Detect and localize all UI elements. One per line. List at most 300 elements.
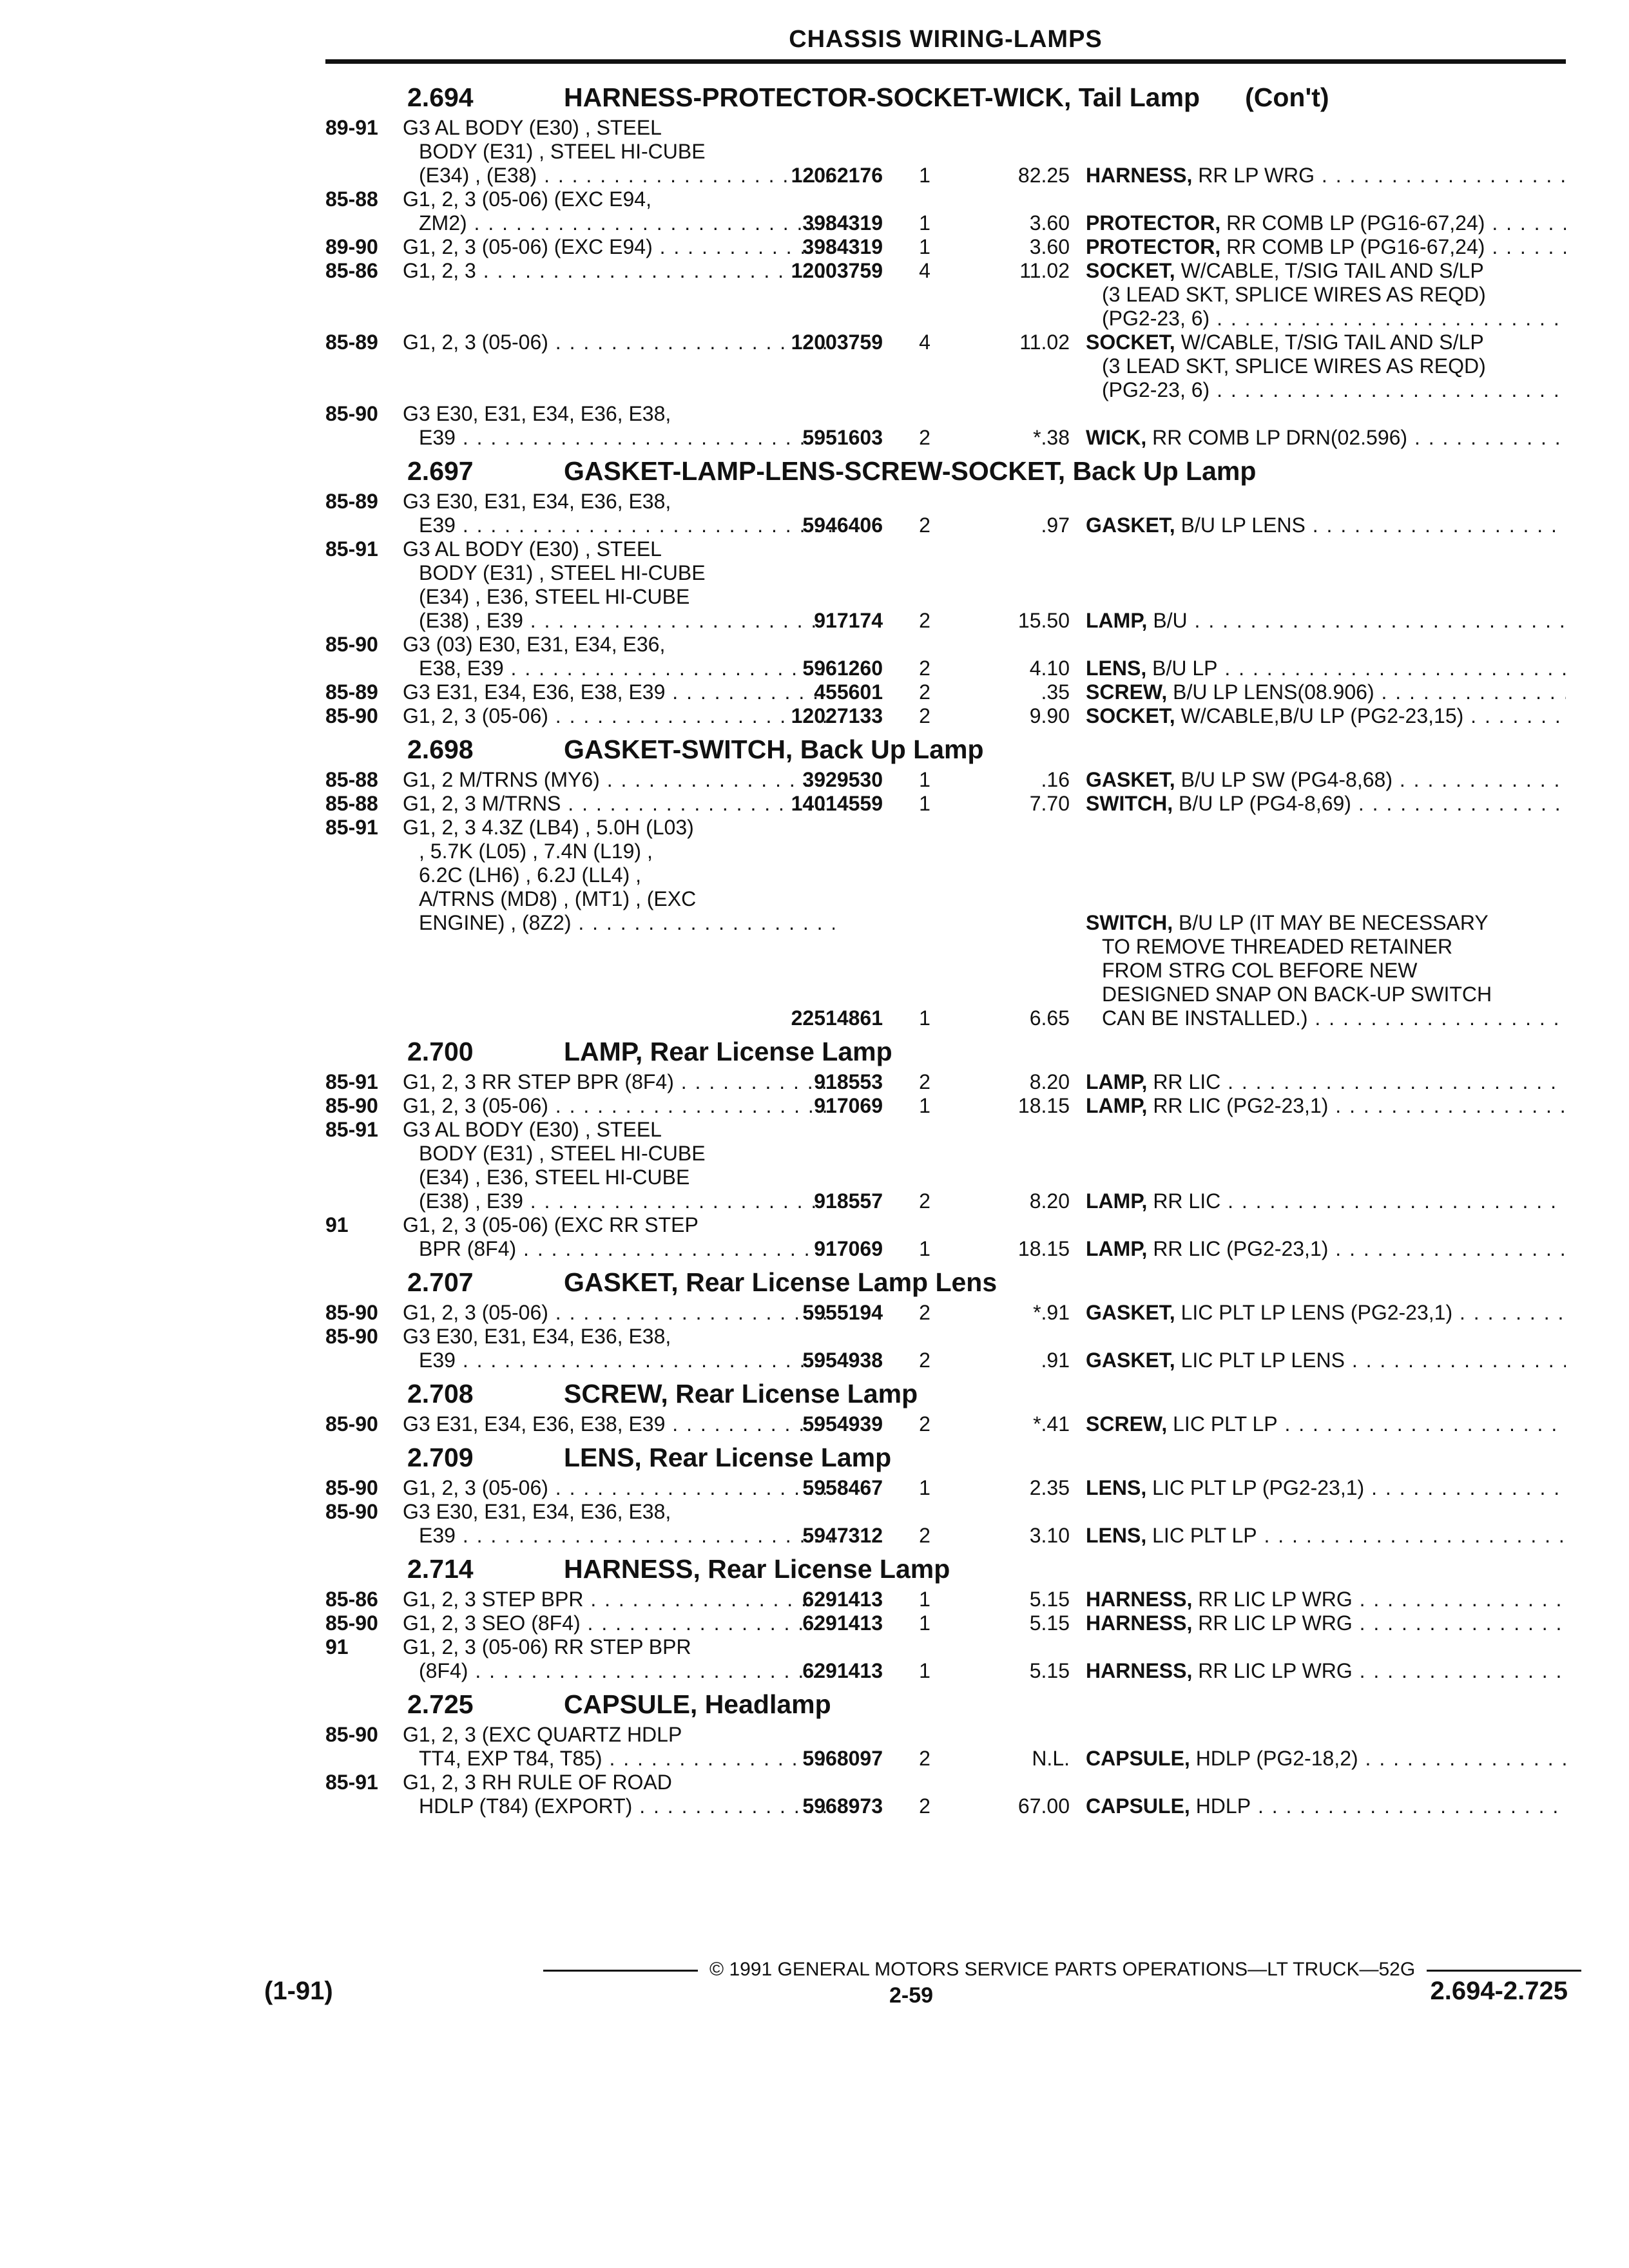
description-line [1086, 1659, 1566, 1683]
part-number: 5951603 [802, 426, 883, 449]
description-text: RR LIC LP WRG [1198, 1611, 1353, 1635]
description-text: B/U LP LENS(08.906) [1173, 680, 1374, 704]
quantity: 1 [919, 1588, 930, 1611]
part-name: LENS, [1086, 1476, 1147, 1499]
section-number: 2.709 [407, 1443, 474, 1472]
part-row [325, 1771, 1566, 1818]
section-number: 2.714 [407, 1554, 474, 1584]
part-row [325, 116, 1566, 187]
section-title-text: CAPSULE, Headlamp [564, 1689, 831, 1719]
application-line: G1, 2 M/TRNS (MY6) . . . [403, 768, 834, 792]
part-row [325, 537, 1566, 633]
part-row [325, 816, 1566, 1030]
part-number: 12062176 [791, 164, 883, 187]
part-description [1086, 1070, 1566, 1094]
page-title: CHASSIS WIRING-LAMPS [789, 26, 1103, 53]
application-line: (E38) , E39 . . . [403, 1189, 834, 1213]
part-name: HARNESS, [1086, 1588, 1193, 1611]
price: *.38 [1033, 426, 1070, 449]
footer-range: 2.694-2.725 [1430, 1977, 1568, 2005]
part-name: GASKET, [1086, 768, 1175, 791]
page-number: 2-59 [889, 1983, 934, 2008]
description-text: W/CABLE, T/SIG TAIL AND S/LP [1181, 331, 1484, 354]
description-line [1086, 378, 1566, 402]
section-title-text: HARNESS, Rear License Lamp [564, 1554, 950, 1584]
quantity: 2 [919, 1189, 930, 1213]
application-line: E38, E39 . . . [403, 657, 834, 680]
description-text: RR LP WRG [1198, 164, 1315, 187]
price: 5.15 [1029, 1588, 1070, 1611]
quantity: 1 [919, 164, 930, 187]
description-line [1086, 1006, 1566, 1030]
section-title-text: SCREW, Rear License Lamp [564, 1379, 918, 1408]
description-text: (PG2-23, 6) [1102, 307, 1210, 330]
part-description [1086, 1094, 1566, 1118]
application-line: G1, 2, 3 4.3Z (LB4) , 5.0H (L03) [403, 816, 694, 839]
description-line [1086, 307, 1566, 331]
header-rule [325, 59, 1566, 64]
part-description [1086, 704, 1566, 728]
application-line: G1, 2, 3 (05-06) . . . [403, 331, 834, 354]
part-row [325, 1588, 1566, 1611]
model-years: 85-90 [325, 1301, 378, 1324]
application-line: BPR (8F4) . . . [403, 1237, 834, 1261]
part-row [325, 1325, 1566, 1372]
description-line [1086, 1189, 1566, 1213]
part-number: 918553 [814, 1070, 883, 1093]
model-years: 85-91 [325, 816, 378, 839]
quantity: 1 [919, 1006, 930, 1030]
price: 3.60 [1029, 211, 1070, 235]
part-description [1086, 657, 1566, 680]
section-title [564, 1267, 997, 1298]
part-row [325, 792, 1566, 816]
section-header [325, 1439, 1566, 1476]
description-text: W/CABLE, T/SIG TAIL AND S/LP [1181, 259, 1484, 282]
part-number: 917069 [814, 1237, 883, 1260]
application-line: BODY (E31) , STEEL HI-CUBE [419, 140, 706, 163]
description-text: RR LIC [1153, 1070, 1221, 1093]
price: 15.50 [1017, 609, 1070, 632]
section-title [564, 1443, 891, 1473]
application-line: G3 (03) E30, E31, E34, E36, [403, 633, 666, 656]
description-text: B/U LP (PG4-8,69) [1178, 792, 1351, 815]
part-description [1086, 792, 1566, 816]
application-line: G3 AL BODY (E30) , STEEL [403, 116, 662, 139]
part-row [325, 1094, 1566, 1118]
part-row [325, 1635, 1566, 1683]
model-years: 85-90 [325, 402, 378, 425]
section-header [325, 1375, 1566, 1412]
model-years: 85-91 [325, 537, 378, 561]
description-line [1086, 911, 1566, 935]
part-number: 3929530 [802, 768, 883, 791]
section-title-text: GASKET-LAMP-LENS-SCREW-SOCKET, Back Up Lamp [564, 456, 1257, 486]
description-line [1086, 1070, 1566, 1094]
part-description [1086, 768, 1566, 792]
model-years: 85-90 [325, 1611, 378, 1635]
description-line [1086, 959, 1566, 983]
application-line: G1, 2, 3 SEO (8F4) . . . [403, 1611, 834, 1635]
application-line: G3 E30, E31, E34, E36, E38, [403, 1500, 671, 1523]
part-number: 22514861 [791, 1006, 883, 1030]
description-line [1086, 211, 1566, 235]
section-title [564, 82, 1329, 113]
price: N.L. [1032, 1747, 1070, 1770]
model-years: 85-90 [325, 1723, 378, 1746]
section-title [564, 735, 984, 765]
model-years: 85-90 [325, 704, 378, 727]
application-line: (E34) , (E38) . . . [403, 164, 834, 187]
footer-date: (1-91) [264, 1977, 333, 2005]
application-line: BODY (E31) , STEEL HI-CUBE [419, 561, 706, 584]
part-number: 5968973 [802, 1794, 883, 1818]
part-number: 5947312 [802, 1524, 883, 1547]
section-header [325, 1033, 1566, 1070]
description-line [1086, 680, 1566, 704]
description-text: B/U [1153, 609, 1188, 632]
application-line: (E34) , E36, STEEL HI-CUBE [419, 1166, 690, 1189]
price: 5.15 [1029, 1659, 1070, 1682]
quantity: 2 [919, 1070, 930, 1093]
part-name: LAMP, [1086, 609, 1148, 632]
part-description [1086, 514, 1566, 537]
quantity: 1 [919, 1237, 930, 1260]
section-title-text: LENS, Rear License Lamp [564, 1443, 892, 1472]
application-line: E39 . . . [403, 514, 834, 537]
part-name: LAMP, [1086, 1237, 1148, 1260]
section-number: 2.698 [407, 735, 474, 764]
part-row [325, 331, 1566, 402]
description-text: RR COMB LP DRN(02.596) [1152, 426, 1408, 449]
part-name: GASKET, [1086, 1349, 1175, 1372]
description-line [1086, 1611, 1566, 1635]
model-years: 89-90 [325, 235, 378, 258]
part-number: 917174 [814, 609, 883, 632]
part-number: 5946406 [802, 514, 883, 537]
application-line: BODY (E31) , STEEL HI-CUBE [419, 1142, 706, 1165]
part-row [325, 1723, 1566, 1771]
description-line [1086, 354, 1566, 378]
application-line: G3 E30, E31, E34, E36, E38, [403, 402, 671, 425]
description-text: LIC PLT LP [1152, 1524, 1257, 1547]
description-text: RR LIC (PG2-23,1) [1153, 1237, 1329, 1260]
quantity: 2 [919, 514, 930, 537]
description-line [1086, 1094, 1566, 1118]
application-line: G3 AL BODY (E30) , STEEL [403, 1118, 662, 1141]
section-number: 2.707 [407, 1267, 474, 1297]
part-description [1086, 1524, 1566, 1548]
quantity: 2 [919, 1524, 930, 1547]
description-text: LIC PLT LP [1173, 1412, 1278, 1436]
part-row [325, 490, 1566, 537]
quantity: 4 [919, 259, 930, 282]
description-text: B/U LP SW (PG4-8,68) [1181, 768, 1393, 791]
price: 7.70 [1029, 792, 1070, 815]
quantity: 1 [919, 211, 930, 235]
description-text: (3 LEAD SKT, SPLICE WIRES AS REQD) [1102, 354, 1486, 378]
part-description [1086, 1611, 1566, 1635]
part-name: GASKET, [1086, 514, 1175, 537]
model-years: 85-90 [325, 1476, 378, 1499]
application-line: G1, 2, 3 (05-06) RR STEP BPR [403, 1635, 691, 1658]
part-name: LAMP, [1086, 1189, 1148, 1213]
part-description [1086, 1747, 1566, 1771]
model-years: 85-90 [325, 1094, 378, 1117]
part-number: 12003759 [791, 259, 883, 282]
part-description [1086, 426, 1566, 450]
part-row [325, 1213, 1566, 1261]
description-text: B/U LP LENS [1181, 514, 1306, 537]
description-text: W/CABLE,B/U LP (PG2-23,15) [1181, 704, 1464, 727]
price: 3.10 [1029, 1524, 1070, 1547]
price: 11.02 [1019, 331, 1070, 354]
price: 5.15 [1029, 1611, 1070, 1635]
application-line: TT4, EXP T84, T85) . . . [403, 1747, 834, 1771]
part-description [1086, 911, 1566, 1030]
part-number: 6291413 [802, 1611, 883, 1635]
description-line [1086, 1476, 1566, 1500]
part-row [325, 1611, 1566, 1635]
part-row [325, 1500, 1566, 1548]
section-title-text: GASKET-SWITCH, Back Up Lamp [564, 735, 984, 764]
price: 18.15 [1017, 1237, 1070, 1260]
model-years: 85-91 [325, 1070, 378, 1093]
part-row [325, 1412, 1566, 1436]
section-title [564, 1554, 950, 1584]
part-number: 5954938 [802, 1349, 883, 1372]
description-line [1086, 609, 1566, 633]
part-name: CAPSULE, [1086, 1794, 1190, 1818]
price: 3.60 [1029, 235, 1070, 258]
quantity: 2 [919, 426, 930, 449]
part-row [325, 402, 1566, 450]
description-text: HDLP (PG2-18,2) [1195, 1747, 1358, 1770]
application-description [403, 816, 834, 935]
section-header [325, 1264, 1566, 1301]
part-name: SCREW, [1086, 680, 1168, 704]
description-text: RR LIC LP WRG [1198, 1588, 1353, 1611]
part-name: LENS, [1086, 1524, 1147, 1547]
quantity: 2 [919, 704, 930, 727]
part-description [1086, 259, 1566, 331]
application-line: G3 E30, E31, E34, E36, E38, [403, 1325, 671, 1348]
part-number: 455601 [814, 680, 883, 704]
section-title-text: HARNESS-PROTECTOR-SOCKET-WICK, Tail Lamp [564, 82, 1200, 112]
part-name: SWITCH, [1086, 792, 1173, 815]
part-row [325, 633, 1566, 680]
section-title [564, 1689, 831, 1720]
part-row [325, 187, 1566, 235]
application-line: G3 E31, E34, E36, E38, E39 . . . [403, 1412, 834, 1436]
section-header [325, 452, 1566, 490]
price: 6.65 [1029, 1006, 1070, 1030]
description-line [1086, 704, 1566, 728]
price: 11.02 [1019, 259, 1070, 282]
description-text: B/U LP [1152, 657, 1218, 680]
description-line [1086, 657, 1566, 680]
part-name: PROTECTOR, [1086, 235, 1221, 258]
section-header [325, 1686, 1566, 1723]
price: .91 [1041, 1349, 1070, 1372]
description-text: HDLP [1195, 1794, 1251, 1818]
model-years: 85-88 [325, 768, 378, 791]
part-name: LAMP, [1086, 1094, 1148, 1117]
part-number: 6291413 [802, 1659, 883, 1682]
part-description [1086, 1794, 1566, 1818]
description-line [1086, 935, 1566, 959]
price: 9.90 [1029, 704, 1070, 727]
parts-list [325, 76, 1566, 1818]
description-line [1086, 1301, 1566, 1325]
part-description [1086, 1237, 1566, 1261]
description-line [1086, 983, 1566, 1006]
quantity: 1 [919, 1659, 930, 1682]
price: 8.20 [1029, 1070, 1070, 1093]
part-name: SWITCH, [1086, 911, 1173, 934]
model-years: 85-90 [325, 633, 378, 656]
quantity: 1 [919, 1476, 930, 1499]
quantity: 2 [919, 657, 930, 680]
model-years: 91 [325, 1213, 349, 1236]
part-description [1086, 1301, 1566, 1325]
model-years: 85-90 [325, 1412, 378, 1436]
model-years: 85-90 [325, 1500, 378, 1523]
part-number: 5958467 [802, 1476, 883, 1499]
part-description [1086, 1588, 1566, 1611]
description-text: LIC PLT LP (PG2-23,1) [1152, 1476, 1365, 1499]
part-name: LENS, [1086, 657, 1147, 680]
part-row [325, 259, 1566, 331]
price: 67.00 [1017, 1794, 1070, 1818]
application-line: G1, 2, 3 (05-06) (EXC RR STEP [403, 1213, 699, 1236]
application-line: E39 . . . [403, 1349, 834, 1372]
application-line: G1, 2, 3 (EXC QUARTZ HDLP [403, 1723, 682, 1746]
section-title [564, 1037, 892, 1067]
section-number: 2.725 [407, 1689, 474, 1719]
application-line: E39 . . . [403, 1524, 834, 1548]
part-name: SOCKET, [1086, 331, 1175, 354]
application-line: A/TRNS (MD8) , (MT1) , (EXC [419, 887, 697, 910]
model-years: 85-89 [325, 680, 378, 704]
description-line [1086, 1412, 1566, 1436]
part-row [325, 1070, 1566, 1094]
model-years: 85-88 [325, 792, 378, 815]
part-number: 3984319 [802, 211, 883, 235]
description-line [1086, 792, 1566, 816]
quantity: 1 [919, 1611, 930, 1635]
application-line: G1, 2, 3 STEP BPR . . . [403, 1588, 834, 1611]
price: *.41 [1033, 1412, 1070, 1436]
price: 82.25 [1017, 164, 1070, 187]
description-line [1086, 283, 1566, 307]
application-line: G1, 2, 3 RH RULE OF ROAD [403, 1771, 672, 1794]
description-text: FROM STRG COL BEFORE NEW [1102, 959, 1418, 982]
application-line: (E34) , E36, STEEL HI-CUBE [419, 585, 690, 608]
description-text: (3 LEAD SKT, SPLICE WIRES AS REQD) [1102, 283, 1486, 306]
part-description [1086, 680, 1566, 704]
description-line [1086, 164, 1566, 187]
section-header [325, 731, 1566, 768]
description-line [1086, 235, 1566, 259]
description-text: LIC PLT LP LENS (PG2-23,1) [1181, 1301, 1453, 1324]
description-text: B/U LP (IT MAY BE NECESSARY [1178, 911, 1489, 934]
model-years: 85-90 [325, 1325, 378, 1348]
part-number: 14014559 [791, 792, 883, 815]
part-name: HARNESS, [1086, 1659, 1193, 1682]
description-line [1086, 768, 1566, 792]
application-line: , 5.7K (L05) , 7.4N (L19) , [419, 840, 653, 863]
part-name: CAPSULE, [1086, 1747, 1190, 1770]
quantity: 2 [919, 680, 930, 704]
application-line: G1, 2, 3 (05-06) . . . [403, 1094, 834, 1118]
part-description [1086, 1476, 1566, 1500]
quantity: 2 [919, 1412, 930, 1436]
quantity: 1 [919, 768, 930, 791]
quantity: 1 [919, 235, 930, 258]
part-description [1086, 1349, 1566, 1372]
description-text: DESIGNED SNAP ON BACK-UP SWITCH [1102, 983, 1492, 1006]
section-title [564, 456, 1256, 486]
description-text: LIC PLT LP LENS [1181, 1349, 1345, 1372]
model-years: 85-86 [325, 1588, 378, 1611]
application-line: G1, 2, 3 . . . [403, 259, 834, 283]
description-line [1086, 514, 1566, 537]
description-line [1086, 1794, 1566, 1818]
part-description [1086, 1189, 1566, 1213]
quantity: 1 [919, 792, 930, 815]
application-line: G1, 2, 3 (05-06) . . . [403, 704, 834, 728]
section-number: 2.708 [407, 1379, 474, 1408]
description-line [1086, 1747, 1566, 1771]
part-name: WICK, [1086, 426, 1147, 449]
model-years: 91 [325, 1635, 349, 1658]
description-text: RR LIC LP WRG [1198, 1659, 1353, 1682]
section-title [564, 1379, 918, 1409]
application-line: (E38) , E39 . . . [403, 609, 834, 633]
part-row [325, 1118, 1566, 1213]
section-number: 2.697 [407, 456, 474, 486]
application-line: HDLP (T84) (EXPORT) . . . [403, 1794, 834, 1818]
part-name: SCREW, [1086, 1412, 1168, 1436]
part-number: 917069 [814, 1094, 883, 1117]
part-number: 6291413 [802, 1588, 883, 1611]
section-header [325, 1550, 1566, 1588]
model-years: 85-89 [325, 490, 378, 513]
quantity: 1 [919, 1094, 930, 1117]
price: 2.35 [1029, 1476, 1070, 1499]
part-description [1086, 331, 1566, 402]
part-number: 5955194 [802, 1301, 883, 1324]
application-line: G1, 2, 3 (05-06) . . . [403, 1301, 834, 1325]
part-name: PROTECTOR, [1086, 211, 1221, 235]
part-number: 12003759 [791, 331, 883, 354]
quantity: 2 [919, 1747, 930, 1770]
description-text: RR LIC (PG2-23,1) [1153, 1094, 1329, 1117]
description-text: RR COMB LP (PG16-67,24) [1226, 235, 1485, 258]
model-years: 85-91 [325, 1118, 378, 1141]
description-text: CAN BE INSTALLED.) [1102, 1006, 1308, 1030]
quantity: 2 [919, 609, 930, 632]
section-title-text: LAMP, Rear License Lamp [564, 1037, 892, 1066]
section-number: 2.694 [407, 82, 474, 112]
part-row [325, 680, 1566, 704]
price: .35 [1041, 680, 1070, 704]
description-text: RR COMB LP (PG16-67,24) [1226, 211, 1485, 235]
application-line: G3 E30, E31, E34, E36, E38, [403, 490, 671, 513]
quantity: 4 [919, 331, 930, 354]
description-text: (PG2-23, 6) [1102, 378, 1210, 401]
